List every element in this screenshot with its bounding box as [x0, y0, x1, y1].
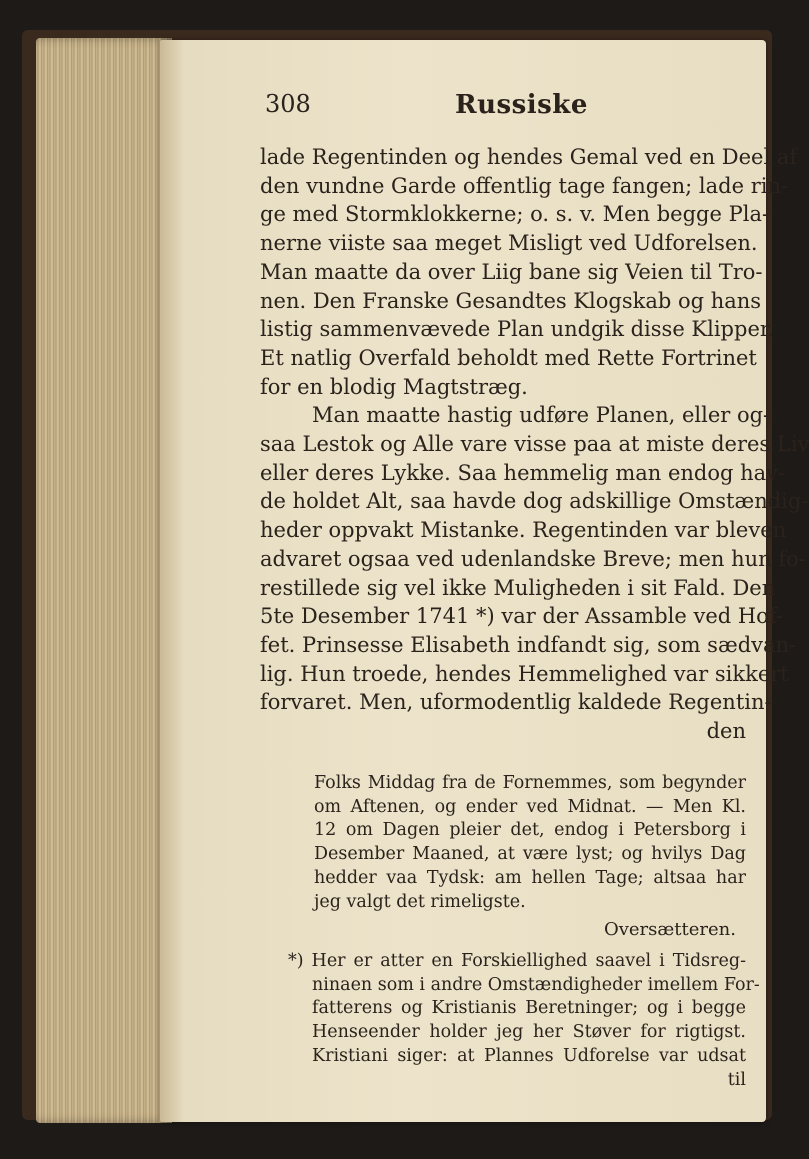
text-line: restillede sig vel ikke Muligheden i sit Fald. Den: [260, 575, 776, 600]
footnote-line: Henseender holder jeg her Støver for rigtigst.: [312, 1022, 746, 1043]
text-line: Man maatte da over Liig bane sig Veien til Tro-: [260, 259, 763, 284]
note-line: 12 om Dagen pleier det, endog i Petersborg i: [314, 820, 746, 841]
text-line: nerne viiste saa meget Misligt ved Udforelsen.: [260, 231, 758, 256]
text-line: Man maatte hastig udføre Planen, eller og-: [312, 403, 771, 428]
footnote: [284, 950, 760, 1092]
catchword: den: [706, 719, 746, 744]
text-line: heder oppvakt Mistanke. Regentinden var bleven: [260, 518, 787, 543]
text-line: forvaret. Men, uformodentlig kaldede Regentin-: [260, 690, 772, 715]
text-line: den vundne Garde offentlig tage fangen; lade rin-: [260, 173, 789, 198]
note-line: om Aftenen, og ender ved Midnat. — Men Kl.: [314, 796, 746, 817]
text-line: for en blodig Magtstræg.: [260, 374, 528, 399]
text-line: fet. Prinsesse Elisabeth indfandt sig, som sædvan-: [260, 632, 797, 657]
translator-signature: Oversætteren.: [603, 919, 736, 941]
text-line: nen. Den Franske Gesandtes Klogskab og hans: [260, 288, 762, 313]
text-line: ge med Stormklokkerne; o. s. v. Men begge Pla-: [260, 202, 770, 227]
book-page: [160, 40, 809, 1122]
running-head: Russiske: [455, 90, 588, 120]
text-line: lade Regentinden og hendes Gemal ved en Deel af: [260, 145, 798, 169]
text-line: 5te Desember 1741 *) var der Assamble ved Hof-: [260, 604, 783, 629]
page-number: 308: [265, 90, 311, 118]
text-line: de holdet Alt, saa havde dog adskillige Omstændig-: [260, 489, 809, 514]
text-line: saa Lestok og Alle vare visse paa at miste deres Liv: [260, 432, 809, 457]
page-header: [265, 90, 726, 130]
note-line: Folks Middag fra de Fornemmes, som begynder: [314, 773, 746, 793]
note-line: jeg valgt det rimeligste.: [314, 891, 526, 912]
text-line: listig sammenvævede Plan undgik disse Klipper.: [260, 317, 775, 342]
note-line: Desember Maaned, at være lyst; og hvilys Dag: [314, 844, 746, 865]
text-line: eller deres Lykke. Saa hemmelig man endog hav-: [260, 460, 786, 485]
main-text: [260, 143, 809, 746]
footnote-catchword: til: [727, 1069, 746, 1090]
translator-note: [314, 772, 746, 942]
footnote-line: Kristiani siger: at Plannes Udforelse var udsat: [312, 1045, 746, 1066]
footnote-line: fatterens og Kristianis Beretninger; og i begge: [312, 998, 746, 1019]
text-line: advaret ogsaa ved udenlandske Breve; men hun fo-: [260, 546, 806, 571]
footnote-line: *) Her er atter en Forskiellighed saavel i Tidsreg-: [288, 951, 746, 971]
text-line: lig. Hun troede, hendes Hemmelighed var sikkert: [260, 661, 789, 686]
text-line: Et natlig Overfald beholdt med Rette Fortrinet: [260, 345, 757, 370]
book-page-edges: [36, 38, 172, 1123]
footnote-line: ninaen som i andre Omstændigheder imellem For-: [312, 974, 760, 995]
note-line: hedder vaa Tydsk: am hellen Tage; altsaa har: [314, 867, 746, 888]
